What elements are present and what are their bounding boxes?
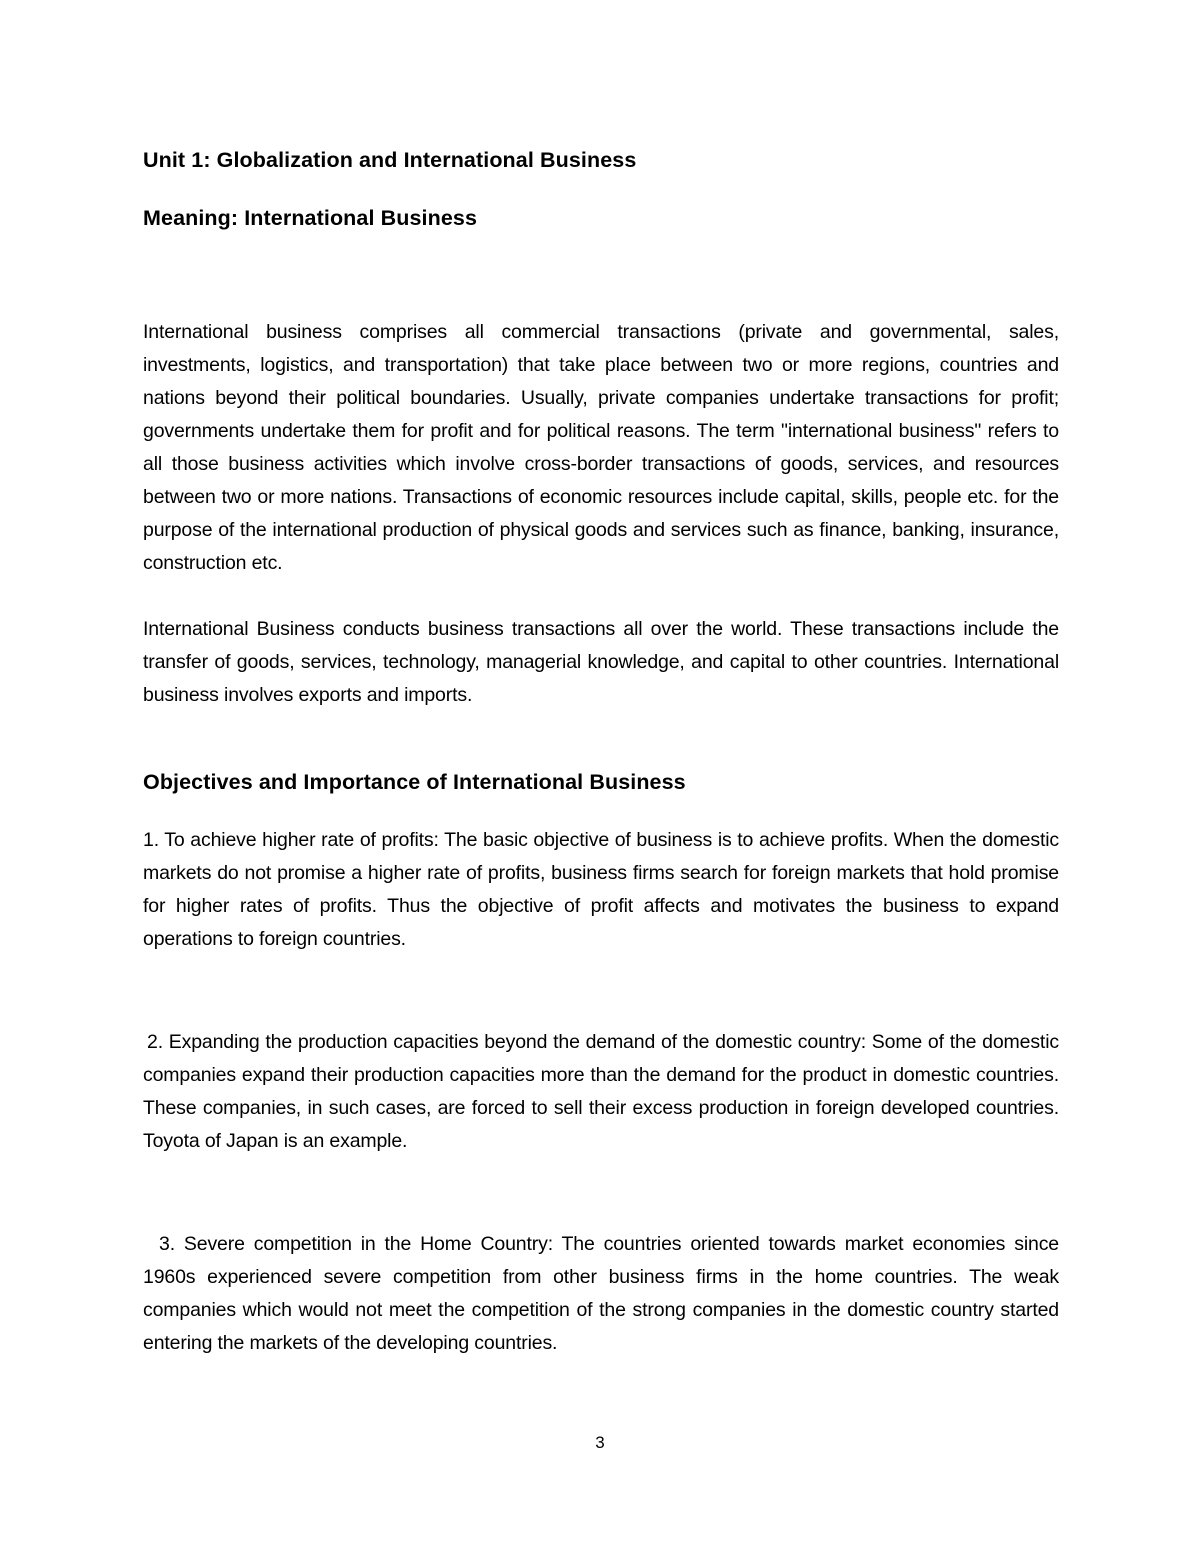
unit-title: Unit 1: Globalization and International Business xyxy=(143,148,637,172)
intro-paragraph-2: International Business conducts business transactions all over the world. These transactions include the transfer of goods, services, technology, managerial knowledge, and capital to other countries. International business involves exports and imports. xyxy=(143,618,1059,706)
objective-item-3: 3. Severe competition in the Home Country: The countries oriented towards market economies since 1960s experienced severe competition from other business firms in the home countries. The weak companies which would not meet the competition of the strong companies in the domestic country started entering the markets of the developing countries. xyxy=(143,1233,1059,1354)
objective-item-1: 1. To achieve higher rate of profits: The basic objective of business is to achieve profits. When the domestic markets do not promise a higher rate of profits, business firms search for foreign markets that hold promise for higher rates of profits. Thus the objective of profit affects and motivates the business to expand operations to foreign countries. xyxy=(143,829,1059,950)
page-content xyxy=(143,144,1059,1360)
objective-item-2: 2. Expanding the production capacities beyond the demand of the domestic country: Some of the domestic companies expand their production capacities more than the demand for the product in domestic countries. These companies, in such cases, are forced to sell their excess production in foreign developed countries. Toyota of Japan is an example. xyxy=(143,1031,1059,1152)
objectives-section xyxy=(143,766,1059,1360)
intro-paragraph-1: International business comprises all commercial transactions (private and governmental, sales, investments, logistics, and transportation) that take place between two or more regions, countries and nations beyond their political boundaries. Usually, private companies undertake transactions for profit; governments undertake them for profit and for political reasons. The term "international business" refers to all those business activities which involve cross-border transactions of goods, services, and resources between two or more nations. Transactions of economic resources include capital, skills, people etc. for the purpose of the international production of physical goods and services such as finance, banking, insurance, construction etc. xyxy=(143,321,1059,574)
page-number: 3 xyxy=(595,1433,605,1452)
objectives-heading: Objectives and Importance of International Business xyxy=(143,770,686,794)
meaning-heading: Meaning: International Business xyxy=(143,206,478,230)
